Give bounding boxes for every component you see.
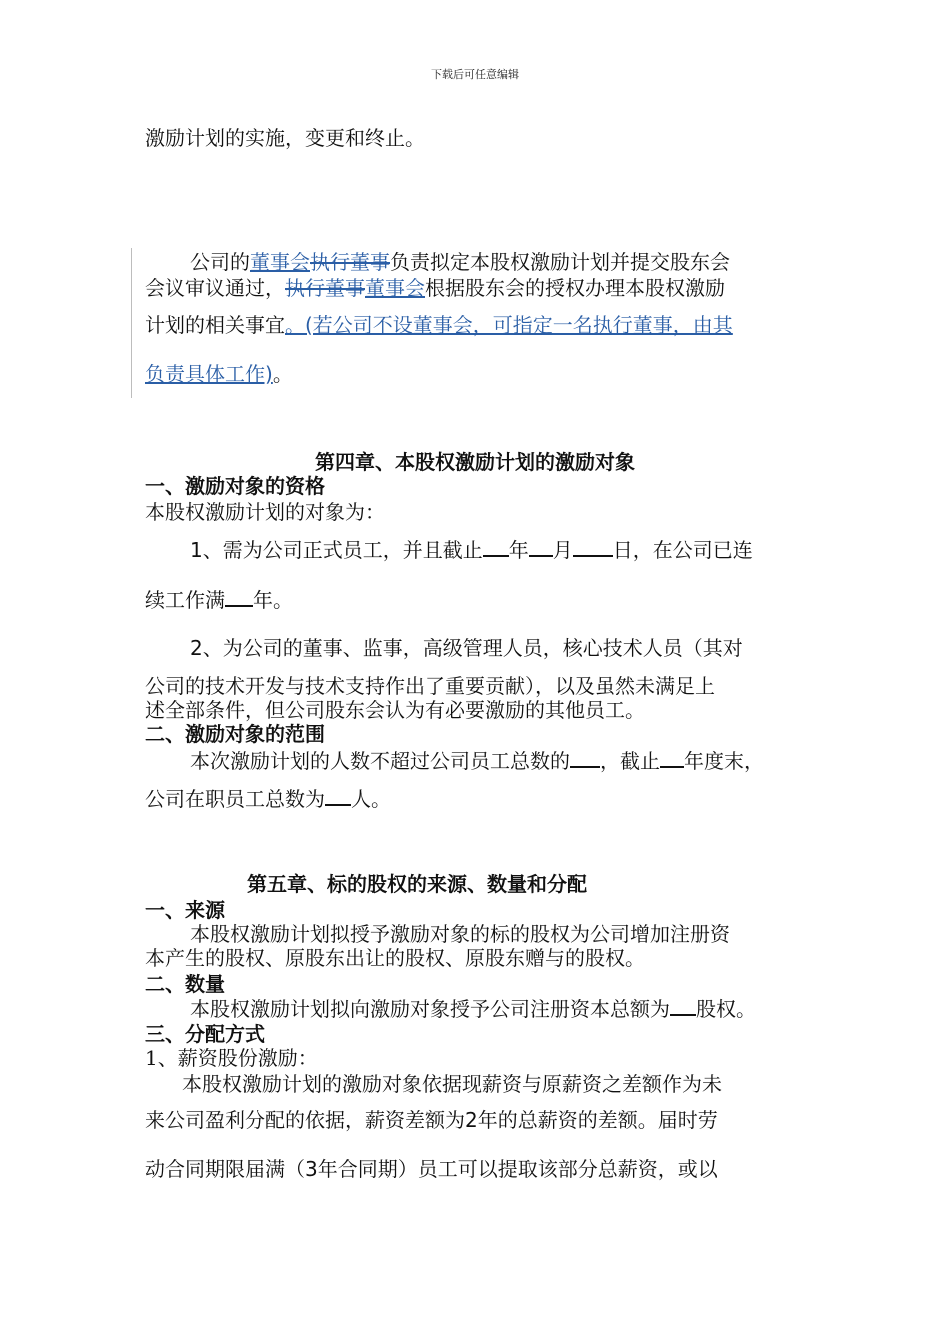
blank-field [573,537,613,557]
text: 年 [508,538,529,562]
text: 年。 [253,588,293,612]
qualification-item-2: 2、为公司的董事、监事，高级管理人员，核心技术人员（其对 [190,636,743,660]
blank-field [325,786,351,806]
text: 本股权激励计划拟向激励对象授予公司注册资本总额为 [190,997,670,1021]
deleted-text: 执行董事 [310,250,390,274]
board-paragraph-line-3 [145,313,733,337]
deleted-text: 执行董事 [285,276,365,300]
source-line-2: 本产生的股权、原股东出让的股权、原股东赠与的股权。 [145,946,645,970]
blank-field [570,748,600,768]
text: 。 [272,362,293,386]
section-heading-qualification: 一、激励对象的资格 [145,474,325,498]
quantity-line [190,996,756,1021]
section-heading-scope: 二、激励对象的范围 [145,722,325,746]
paragraph-plan-implementation: 激励计划的实施，变更和终止。 [145,126,425,150]
scope-line-2 [145,786,391,811]
distribution-line-1: 本股权激励计划的激励对象依据现薪资与原薪资之差额作为未 [182,1072,722,1096]
board-paragraph-line-2 [145,276,725,300]
text: 计划的相关事宜 [145,313,285,337]
text: 人。 [351,787,391,811]
text: 年度末， [684,749,764,773]
revision-bar [131,248,132,398]
text: 日，在公司已连 [612,538,753,562]
text: 负责拟定本股权激励计划并提交股东会 [390,250,730,274]
source-line-1: 本股权激励计划拟授予激励对象的标的股权为公司增加注册资 [190,922,730,946]
distribution-method-1: 1、薪资股份激励： [145,1046,318,1070]
blank-field [225,587,253,607]
qualification-intro: 本股权激励计划的对象为： [145,500,385,524]
text: 续工作满 [145,588,225,612]
board-paragraph-line-1 [190,250,730,274]
text: 本次激励计划的人数不超过公司员工总数的 [190,749,570,773]
board-paragraph-line-4 [145,362,293,386]
text: 公司在职员工总数为 [145,787,325,811]
text: 1、需为公司正式员工，并且截止 [190,538,483,562]
chapter-4-title: 第四章、本股权激励计划的激励对象 [315,450,635,474]
inserted-text: 董事会 [250,250,310,274]
section-heading-distribution: 三、分配方式 [145,1022,265,1046]
blank-field [483,537,509,557]
blank-field [529,537,553,557]
qualification-item-2-line-2: 公司的技术开发与技术支持作出了重要贡献），以及虽然未满足上 [145,674,715,698]
blank-field [670,996,696,1016]
text: 月 [552,538,573,562]
text: 股权。 [696,997,756,1021]
section-heading-source: 一、来源 [145,898,225,922]
inserted-text: 董事会 [365,276,425,300]
qualification-item-1 [190,537,753,562]
scope-line-1 [190,748,764,773]
text: 公司的 [190,250,250,274]
text: ，截止 [600,749,660,773]
blank-field [660,748,684,768]
inserted-text: 负责具体工作) [145,362,273,386]
inserted-text: 。(若公司不设董事会，可指定一名执行董事，由其 [285,313,733,337]
distribution-line-2: 来公司盈利分配的依据，薪资差额为2年的总薪资的差额。届时劳 [145,1108,718,1132]
text: 根据股东会的授权办理本股权激励 [425,276,725,300]
section-heading-quantity: 二、数量 [145,972,225,996]
text: 会议审议通过， [145,276,285,300]
chapter-5-title: 第五章、标的股权的来源、数量和分配 [247,872,587,896]
page-header: 下载后可任意编辑 [431,68,519,81]
distribution-line-3: 动合同期限届满（3年合同期）员工可以提取该部分总薪资，或以 [145,1157,718,1181]
qualification-item-1-cont [145,587,293,612]
qualification-item-2-line-3: 述全部条件，但公司股东会认为有必要激励的其他员工。 [145,698,645,722]
